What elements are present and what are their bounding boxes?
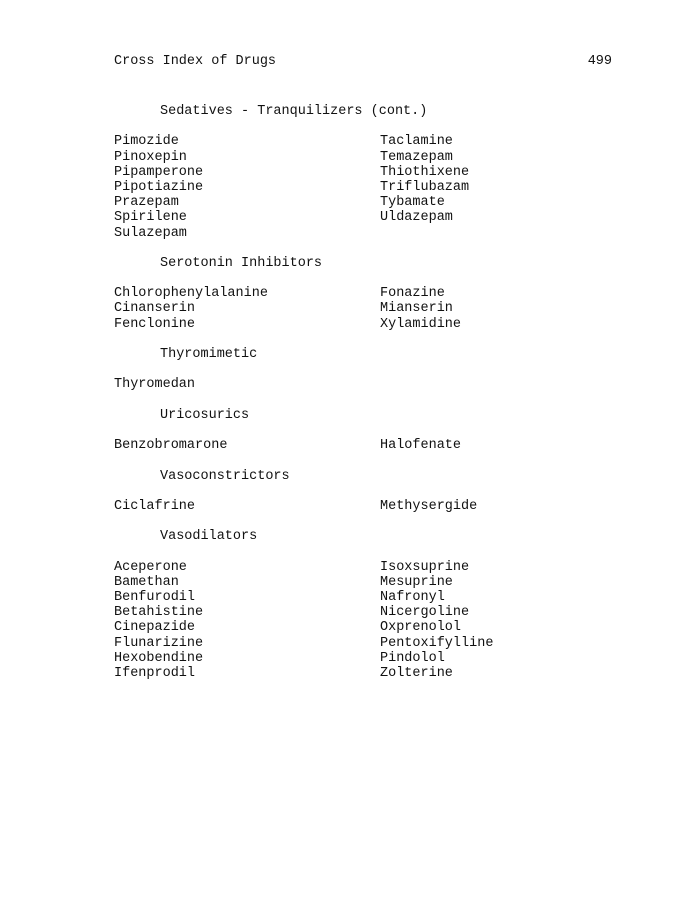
running-title: Cross Index of Drugs — [114, 54, 277, 69]
drug-name: Thiothixene — [380, 164, 470, 180]
drug-name: Bamethan — [114, 574, 179, 590]
drug-name: Zolterine — [380, 665, 453, 681]
right-column — [380, 134, 564, 240]
right-column — [380, 499, 564, 514]
right-column — [380, 286, 564, 332]
drug-name: Cinepazide — [114, 620, 196, 636]
index-section — [114, 469, 564, 515]
drug-name: Fonazine — [380, 286, 445, 302]
drug-name: Mesuprine — [380, 574, 453, 590]
drug-name: Fenclonine — [114, 316, 196, 332]
right-column — [380, 438, 564, 453]
drug-name: Hexobendine — [114, 650, 204, 666]
drug-name: Thyromedan — [114, 377, 196, 393]
section-heading: Vasoconstrictors — [160, 468, 290, 484]
drug-name: Pipamperone — [114, 164, 204, 180]
index-section — [114, 408, 564, 454]
section-heading: Vasodilators — [160, 529, 258, 545]
drug-name: Cinanserin — [114, 301, 196, 317]
left-column — [114, 377, 380, 392]
left-column — [114, 286, 380, 332]
left-column — [114, 134, 380, 240]
drug-name: Pimozide — [114, 134, 179, 150]
drug-name: Triflubazam — [380, 179, 470, 195]
right-column — [380, 377, 564, 392]
drug-name: Nafronyl — [380, 590, 445, 605]
drug-name: Methysergide — [380, 498, 478, 514]
page-number: 499 — [587, 54, 612, 69]
section-heading: Serotonin Inhibitors — [160, 255, 323, 271]
drug-name: Taclamine — [380, 134, 453, 150]
section-heading: Sedatives - Tranquilizers (cont.) — [160, 104, 428, 119]
drug-name: Pentoxifylline — [380, 635, 494, 651]
drug-name: Aceperone — [114, 559, 187, 575]
page-header — [114, 54, 612, 72]
drug-name: Uldazepam — [380, 210, 453, 226]
drug-name: Halofenate — [380, 438, 462, 454]
drug-name: Betahistine — [114, 605, 204, 621]
drug-index — [114, 104, 564, 681]
drug-name: Benzobromarone — [114, 438, 228, 454]
left-column — [114, 438, 380, 453]
index-section — [114, 256, 564, 332]
drug-name: Pindolol — [380, 650, 445, 666]
drug-name: Temazepam — [380, 149, 453, 165]
drug-name: Nicergoline — [380, 605, 470, 621]
drug-name: Ciclafrine — [114, 498, 196, 514]
drug-name: Flunarizine — [114, 635, 204, 651]
index-section — [114, 529, 564, 681]
drug-name: Tybamate — [380, 195, 445, 211]
drug-name: Benfurodil — [114, 590, 196, 605]
drug-name: Oxprenolol — [380, 620, 462, 636]
drug-name: Sulazepam — [114, 225, 187, 241]
drug-name: Xylamidine — [380, 316, 462, 332]
right-column — [380, 560, 564, 682]
drug-name: Pipotiazine — [114, 179, 204, 195]
left-column — [114, 560, 380, 682]
index-section — [114, 347, 564, 393]
section-heading: Uricosurics — [160, 407, 250, 423]
drug-name: Spirilene — [114, 210, 187, 226]
drug-name: Ifenprodil — [114, 665, 196, 681]
index-section — [114, 104, 564, 241]
drug-name: Chlorophenylalanine — [114, 286, 268, 302]
drug-name: Prazepam — [114, 195, 179, 211]
drug-name: Pinoxepin — [114, 149, 187, 165]
section-heading: Thyromimetic — [160, 347, 258, 362]
left-column — [114, 499, 380, 514]
drug-name: Mianserin — [380, 301, 453, 317]
drug-name: Isoxsuprine — [380, 559, 470, 575]
